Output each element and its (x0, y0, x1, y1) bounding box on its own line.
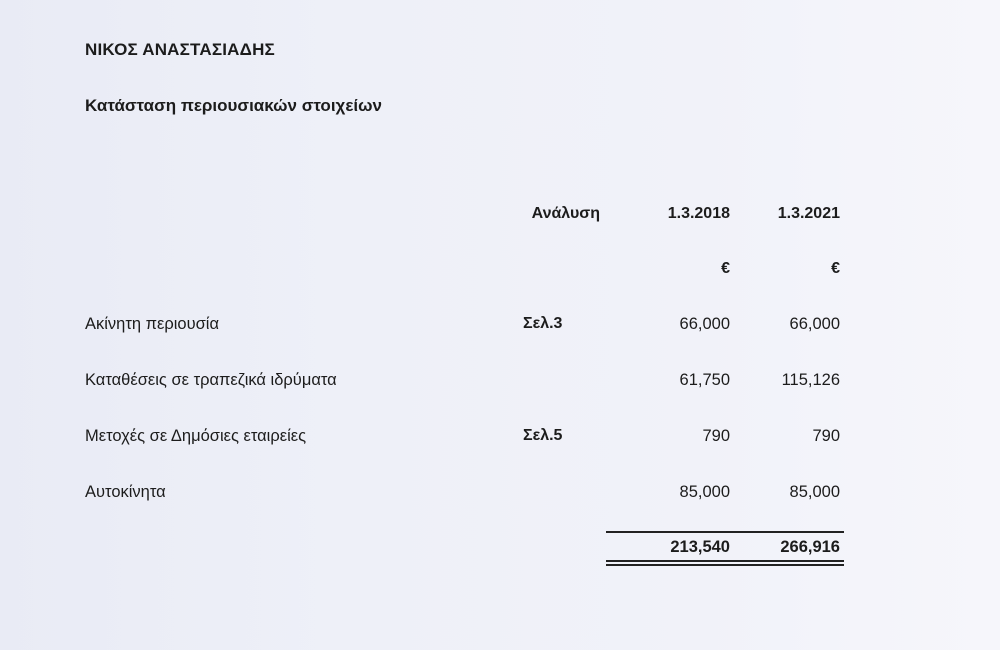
total-double-rule-lower (606, 564, 844, 566)
total-double-rule-upper (606, 560, 844, 562)
currency-header-2021: € (831, 260, 840, 277)
row-value-2021: 115,126 (781, 371, 840, 389)
row-label: Μετοχές σε Δημόσιες εταιρείες (85, 427, 307, 445)
date-header-2018: 1.3.2018 (667, 205, 730, 222)
total-value-2021: 266,916 (780, 538, 840, 556)
row-label: Καταθέσεις σε τραπεζικά ιδρύματα (85, 371, 337, 389)
row-value-2021: 85,000 (789, 483, 840, 501)
row-label: Ακίνητη περιουσία (85, 315, 220, 333)
row-reference: Σελ.5 (523, 427, 563, 444)
total-value-2018: 213,540 (670, 538, 730, 556)
row-value-2018: 790 (702, 427, 730, 445)
currency-header-2018: € (721, 260, 730, 277)
row-value-2018: 85,000 (679, 483, 730, 501)
row-value-2018: 61,750 (679, 371, 730, 389)
row-value-2021: 790 (812, 427, 840, 445)
analysis-header: Ανάλυση (531, 205, 600, 222)
row-value-2021: 66,000 (789, 315, 840, 333)
row-label: Αυτοκίνητα (85, 483, 166, 501)
date-header-2021: 1.3.2021 (777, 205, 840, 222)
row-reference: Σελ.3 (523, 315, 563, 332)
statement-title: Κατάσταση περιουσιακών στοιχείων (85, 96, 382, 115)
person-name: ΝΙΚΟΣ ΑΝΑΣΤΑΣΙΑΔΗΣ (85, 40, 275, 59)
total-top-rule (606, 531, 844, 533)
row-value-2018: 66,000 (679, 315, 730, 333)
